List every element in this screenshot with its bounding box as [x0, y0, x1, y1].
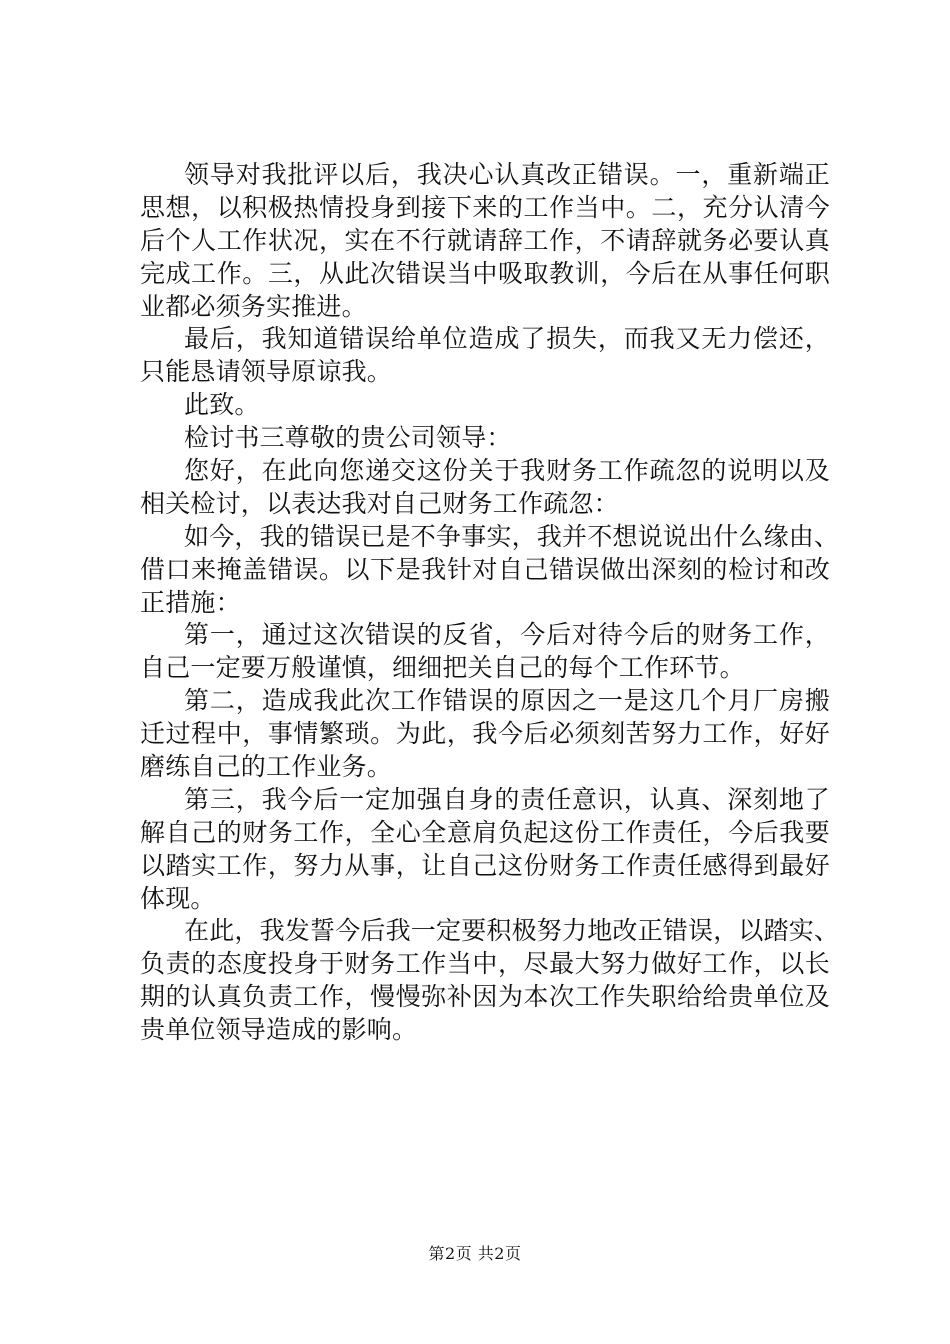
text-line: 体现。: [140, 883, 216, 913]
text-line: 此致。: [184, 390, 260, 420]
text-line: 后个人工作状况，实在不行就请辞工作，不请辞就务必要认真: [140, 225, 830, 255]
text-line: 第二，造成我此次工作错误的原因之一是这几个月厂房搬: [184, 686, 830, 716]
text-line: 迁过程中，事情繁琐。为此，我今后必须刻苦努力工作，好好: [140, 719, 830, 749]
text-line: 第三，我今后一定加强自身的责任意识，认真、深刻地了: [184, 784, 830, 814]
document-body: [140, 159, 840, 1047]
text-line: 完成工作。三，从此次错误当中吸取教训，今后在从事任何职: [140, 258, 830, 288]
text-line: 自己一定要万般谨慎，细细把关自己的每个工作环节。: [140, 653, 745, 683]
page-number-footer: 第2页 共2页: [428, 1244, 522, 1263]
text-line: 正措施：: [140, 587, 241, 617]
text-line: 思想，以积极热情投身到接下来的工作当中。二，充分认清今: [140, 192, 830, 222]
text-line: 在此，我发誓今后我一定要积极努力地改正错误，以踏实、: [184, 916, 840, 946]
text-line: 您好，在此向您递交这份关于我财务工作疏忽的说明以及: [184, 456, 830, 486]
text-line: 借口来掩盖错误。以下是我针对自己错误做出深刻的检讨和改: [140, 554, 830, 584]
text-line: 磨练自己的工作业务。: [140, 752, 393, 782]
text-line: 业都必须务实推进。: [140, 291, 367, 321]
text-line: 只能恳请领导原谅我。: [140, 357, 393, 387]
text-line: 如今，我的错误已是不争事实，我并不想说说出什么缘由、: [184, 521, 840, 551]
text-line: 以踏实工作，努力从事，让自己这份财务工作责任感得到最好: [140, 850, 830, 880]
text-line: 第一，通过这次错误的反省，今后对待今后的财务工作，: [184, 620, 830, 650]
text-line: 负责的态度投身于财务工作当中，尽最大努力做好工作，以长: [140, 949, 830, 979]
text-line: 解自己的财务工作，全心全意肩负起这份工作责任，今后我要: [140, 817, 830, 847]
text-line: 检讨书三尊敬的贵公司领导：: [184, 423, 512, 453]
text-line: 期的认真负责工作，慢慢弥补因为本次工作失职给给贵单位及: [140, 982, 830, 1012]
text-line: 最后，我知道错误给单位造成了损失，而我又无力偿还，: [184, 324, 830, 354]
text-line: 贵单位领导造成的影响。: [140, 1015, 418, 1045]
text-line: 领导对我批评以后，我决心认真改正错误。一，重新端正: [184, 160, 830, 189]
text-line: 相关检讨，以表达我对自己财务工作疏忽：: [140, 488, 619, 518]
